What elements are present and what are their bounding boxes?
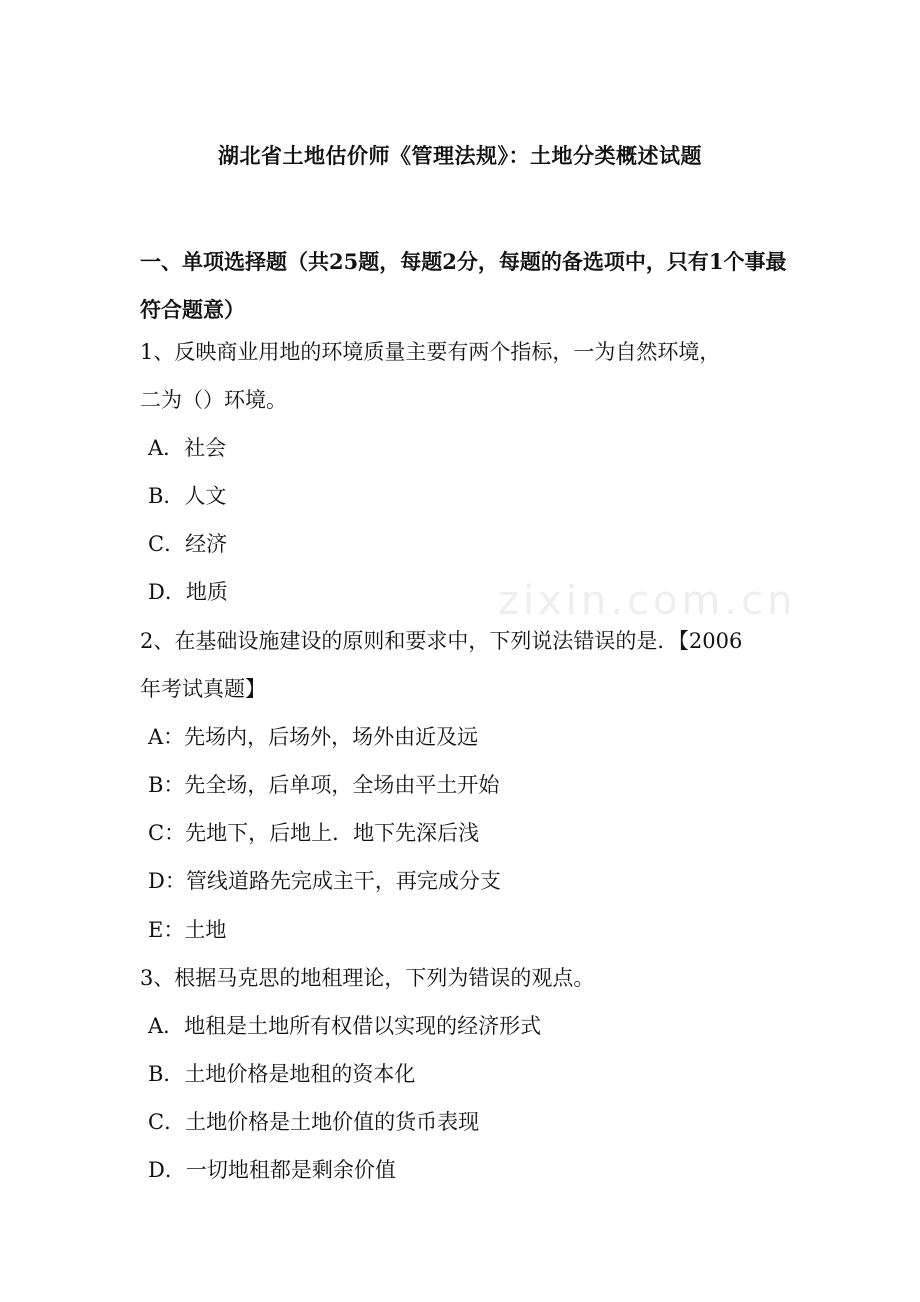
document-title: 湖北省土地估价师《管理法规》：土地分类概述试题 [218, 143, 702, 168]
question-3-stem-line-1: 3、根据马克思的地租理论，下列为错误的观点。 [140, 966, 595, 990]
question-1-option-d: D．地质 [148, 580, 228, 604]
question-2-stem-line-1: 2、在基础设施建设的原则和要求中，下列说法错误的是．【2006 [140, 629, 743, 653]
section-heading: 一、单项选择题（共25题，每题2分，每题的备选项中，只有1个事最符合题意） [140, 249, 787, 322]
question-1-stem-line-2: 二为（）环境。 [140, 388, 287, 412]
question-1-option-b: B．人文 [148, 484, 227, 508]
question-2-option-a: A：先场内，后场外，场外由近及远 [148, 725, 479, 749]
question-2-option-e: E：土地 [148, 918, 227, 942]
watermark: zixin.com.cn [498, 578, 797, 624]
question-2-option-c: C：先地下，后地上．地下先深后浅 [148, 821, 480, 845]
question-1-option-c: C．经济 [148, 532, 228, 556]
question-3-option-a: A．地租是土地所有权借以实现的经济形式 [148, 1014, 542, 1038]
question-3-option-b: B．土地价格是地租的资本化 [148, 1062, 416, 1086]
question-2-stem-line-2: 年考试真题】 [140, 677, 266, 701]
question-1-option-a: A．社会 [148, 436, 227, 460]
question-2-option-b: B：先全场，后单项，全场由平土开始 [148, 773, 500, 797]
question-3-option-d: D．一切地租都是剩余价值 [148, 1158, 396, 1182]
question-1-stem-line-1: 1、反映商业用地的环境质量主要有两个指标，一为自然环境， [140, 340, 721, 364]
question-2-option-d: D：管线道路先完成主干，再完成分支 [148, 869, 501, 893]
question-3-option-c: C．土地价格是土地价值的货币表现 [148, 1110, 480, 1134]
